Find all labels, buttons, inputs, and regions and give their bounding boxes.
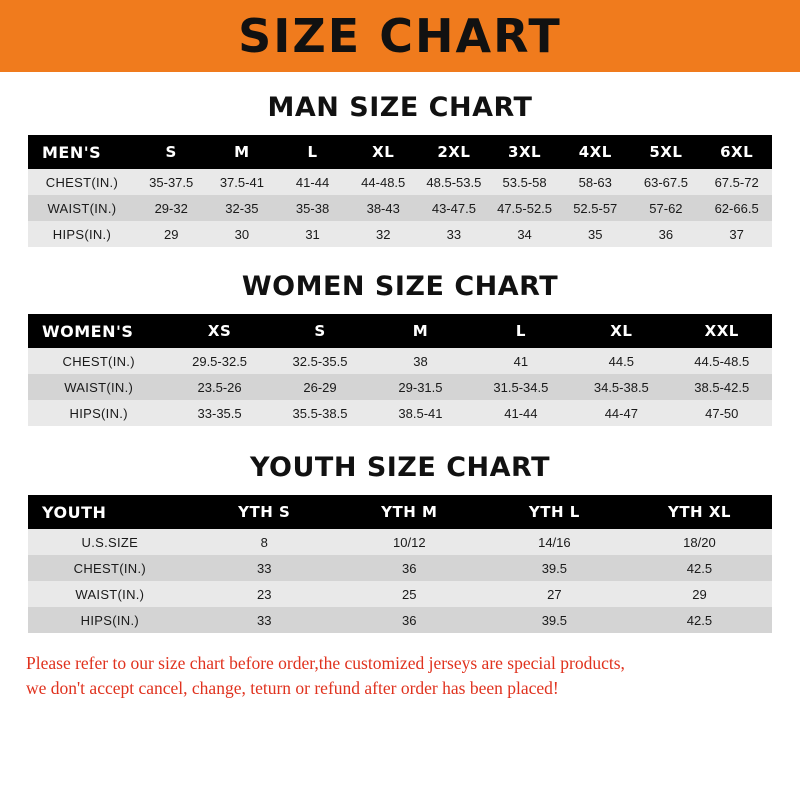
women-row0-cell-3: 41 — [471, 348, 571, 374]
youth-row3-label: HIPS(IN.) — [28, 607, 192, 633]
women-header-cell-6: XXL — [672, 314, 772, 348]
women-header-cell-4: L — [471, 314, 571, 348]
table-row — [28, 607, 772, 633]
youth-header-cell-1: YTH S — [192, 495, 337, 529]
youth-header-cell-0: YOUTH — [28, 495, 192, 529]
men-row2-cell-7: 36 — [631, 221, 702, 247]
page-banner — [0, 0, 800, 72]
men-row1-cell-2: 35-38 — [277, 195, 348, 221]
women-row0-cell-5: 44.5-48.5 — [672, 348, 772, 374]
men-header-cell-6: 3XL — [489, 135, 560, 169]
youth-row2-label: WAIST(IN.) — [28, 581, 192, 607]
order-policy-note-line2: we don't accept cancel, change, teturn or refund after order has been placed! — [26, 678, 559, 699]
women-row1-cell-1: 26-29 — [270, 374, 370, 400]
youth-size-table — [28, 495, 772, 633]
youth-section-title: YOUTH SIZE CHART — [249, 452, 551, 483]
youth-row1-cell-1: 36 — [337, 555, 482, 581]
men-row0-cell-8: 67.5-72 — [701, 169, 772, 195]
men-row0-cell-5: 53.5-58 — [489, 169, 560, 195]
men-row1-cell-4: 43-47.5 — [419, 195, 490, 221]
women-header-cell-3: M — [370, 314, 470, 348]
men-table-body — [28, 169, 772, 247]
youth-row1-label: CHEST(IN.) — [28, 555, 192, 581]
youth-table-header — [28, 495, 772, 529]
men-row0-cell-6: 58-63 — [560, 169, 631, 195]
youth-row2-cell-1: 25 — [337, 581, 482, 607]
men-header-cell-8: 5XL — [631, 135, 702, 169]
youth-header-cell-4: YTH XL — [627, 495, 772, 529]
table-row — [28, 195, 772, 221]
men-header-cell-2: M — [207, 135, 278, 169]
order-policy-note — [26, 651, 774, 702]
youth-row2-cell-2: 27 — [482, 581, 627, 607]
men-row2-cell-1: 30 — [207, 221, 278, 247]
women-row1-cell-0: 23.5-26 — [169, 374, 269, 400]
women-header-cell-2: S — [270, 314, 370, 348]
women-section-title: WOMEN SIZE CHART — [241, 271, 559, 302]
youth-row0-cell-3: 18/20 — [627, 529, 772, 555]
youth-row3-cell-0: 33 — [192, 607, 337, 633]
youth-row1-cell-3: 42.5 — [627, 555, 772, 581]
men-row1-cell-5: 47.5-52.5 — [489, 195, 560, 221]
men-row1-cell-0: 29-32 — [136, 195, 207, 221]
youth-row3-cell-2: 39.5 — [482, 607, 627, 633]
order-policy-note-line1: Please refer to our size chart before order,the customized jerseys are special products, — [26, 653, 625, 673]
women-header-cell-0: WOMEN'S — [28, 314, 169, 348]
youth-row2-cell-3: 29 — [627, 581, 772, 607]
men-row0-cell-3: 44-48.5 — [348, 169, 419, 195]
men-header-cell-5: 2XL — [419, 135, 490, 169]
men-row2-cell-8: 37 — [701, 221, 772, 247]
youth-row1-cell-2: 39.5 — [482, 555, 627, 581]
women-table-wrap — [28, 314, 772, 426]
women-row1-cell-4: 34.5-38.5 — [571, 374, 671, 400]
men-header-cell-3: L — [277, 135, 348, 169]
men-row2-label: HIPS(IN.) — [28, 221, 136, 247]
men-row2-cell-4: 33 — [419, 221, 490, 247]
page-title: SIZE CHART — [238, 9, 562, 63]
men-header-cell-4: XL — [348, 135, 419, 169]
men-row0-cell-0: 35-37.5 — [136, 169, 207, 195]
table-row — [28, 555, 772, 581]
women-row1-cell-2: 29-31.5 — [370, 374, 470, 400]
men-row0-cell-7: 63-67.5 — [631, 169, 702, 195]
women-row1-label: WAIST(IN.) — [28, 374, 169, 400]
table-header-row — [28, 135, 772, 169]
women-row0-cell-0: 29.5-32.5 — [169, 348, 269, 374]
table-row — [28, 348, 772, 374]
men-row1-label: WAIST(IN.) — [28, 195, 136, 221]
youth-row0-cell-2: 14/16 — [482, 529, 627, 555]
table-header-row — [28, 495, 772, 529]
table-row — [28, 400, 772, 426]
men-row2-cell-6: 35 — [560, 221, 631, 247]
women-row2-cell-5: 47-50 — [672, 400, 772, 426]
youth-header-cell-2: YTH M — [337, 495, 482, 529]
men-row2-cell-2: 31 — [277, 221, 348, 247]
men-header-cell-1: S — [136, 135, 207, 169]
table-row — [28, 169, 772, 195]
men-row1-cell-1: 32-35 — [207, 195, 278, 221]
men-row0-cell-2: 41-44 — [277, 169, 348, 195]
women-row2-cell-3: 41-44 — [471, 400, 571, 426]
women-row1-cell-3: 31.5-34.5 — [471, 374, 571, 400]
men-row0-label: CHEST(IN.) — [28, 169, 136, 195]
men-header-cell-9: 6XL — [701, 135, 772, 169]
men-section-title: MAN SIZE CHART — [267, 92, 533, 123]
men-header-cell-0: MEN'S — [28, 135, 136, 169]
women-row0-cell-2: 38 — [370, 348, 470, 374]
youth-header-cell-3: YTH L — [482, 495, 627, 529]
men-row1-cell-6: 52.5-57 — [560, 195, 631, 221]
youth-row0-cell-1: 10/12 — [337, 529, 482, 555]
youth-table-body — [28, 529, 772, 633]
youth-row0-label: U.S.SIZE — [28, 529, 192, 555]
women-row0-label: CHEST(IN.) — [28, 348, 169, 374]
men-row1-cell-3: 38-43 — [348, 195, 419, 221]
men-size-table — [28, 135, 772, 247]
women-row2-cell-4: 44-47 — [571, 400, 671, 426]
youth-table-wrap — [28, 495, 772, 633]
youth-row3-cell-1: 36 — [337, 607, 482, 633]
women-row0-cell-4: 44.5 — [571, 348, 671, 374]
men-row2-cell-0: 29 — [136, 221, 207, 247]
men-row1-cell-8: 62-66.5 — [701, 195, 772, 221]
men-table-wrap — [28, 135, 772, 247]
women-row1-cell-5: 38.5-42.5 — [672, 374, 772, 400]
table-row — [28, 221, 772, 247]
men-row2-cell-5: 34 — [489, 221, 560, 247]
women-row0-cell-1: 32.5-35.5 — [270, 348, 370, 374]
table-row — [28, 581, 772, 607]
women-row2-label: HIPS(IN.) — [28, 400, 169, 426]
youth-row2-cell-0: 23 — [192, 581, 337, 607]
table-row — [28, 529, 772, 555]
women-header-cell-1: XS — [169, 314, 269, 348]
women-row2-cell-0: 33-35.5 — [169, 400, 269, 426]
women-header-cell-5: XL — [571, 314, 671, 348]
men-row1-cell-7: 57-62 — [631, 195, 702, 221]
men-header-cell-7: 4XL — [560, 135, 631, 169]
youth-row1-cell-0: 33 — [192, 555, 337, 581]
women-row2-cell-1: 35.5-38.5 — [270, 400, 370, 426]
men-row0-cell-4: 48.5-53.5 — [419, 169, 490, 195]
youth-row0-cell-0: 8 — [192, 529, 337, 555]
table-header-row — [28, 314, 772, 348]
men-table-header — [28, 135, 772, 169]
table-row — [28, 374, 772, 400]
youth-row3-cell-3: 42.5 — [627, 607, 772, 633]
men-row2-cell-3: 32 — [348, 221, 419, 247]
women-row2-cell-2: 38.5-41 — [370, 400, 470, 426]
men-row0-cell-1: 37.5-41 — [207, 169, 278, 195]
women-table-body — [28, 348, 772, 426]
women-table-header — [28, 314, 772, 348]
women-size-table — [28, 314, 772, 426]
